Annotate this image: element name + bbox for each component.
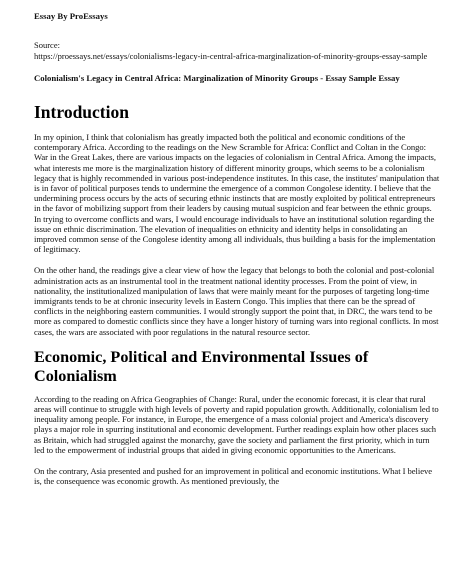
economic-paragraph-1: According to the reading on Africa Geographies of Change: Rural, under the economic forecast, it is clear that rural areas will continue to struggle with high levels of poverty and rapid population growth. Additionally, colonialism led to inequality among people. For instance, in Europe, the emergence of a mass colonial project and America's discovery plays a major role in spurring institutional and economic development. Further readings explain how other places such as Britain, which had struggled against the monarchy, gave the society and parliament the first priority, which in turn led to the empowerment of industrial groups that aided in giving economic opportunities to the Americans. [34, 393, 439, 455]
economic-issues-heading: Economic, Political and Environmental Issues of Colonialism [34, 347, 369, 385]
introduction-paragraph-2: On the other hand, the readings give a clear view of how the legacy that belongs to both the colonial and post-colonial administration acts as an instrumental tool in the treatment national identity processes. From the point of view, in nationality, the institutionalized manipulation of laws that were mainly meant for the purposes of targeting long-time immigrants tends to be at chronic insecurity levels in Eastern Congo. This implies that there can be the spread of conflicts in the neighboring eastern communities. I would strongly support the point that, in DRC, the wars tend to be more as compared to domestic conflicts since they have a longer history of turning wars into regional conflicts. In most cases, the wars are associated with poor regulations in the natural resource sector. [34, 265, 439, 337]
source-link[interactable]: https://proessays.net/essays/colonialisms-legacy-in-central-africa-marginalization-of-minority-groups-essay-sample [34, 50, 428, 61]
introduction-heading: Introduction [34, 102, 129, 122]
introduction-paragraph-1: In my opinion, I think that colonialism has greatly impacted both the political and economic conditions of the contemporary Africa. According to the readings on the New Scramble for Africa: Conflict and Coltan in the Congo: War in the Great Lakes, there are various impacts on the legacies of colonialism in Central Africa. Among the impacts, what interests me more is the marginalization history of different minority groups, which seems to be a colonialism legacy that is highly recommended in various post-independence institutes. In this case, the institutes' manipulation that is in favor of political purposes tends to undermine the emergence of a common Congolese identity. I believe that the undermining process occurs by the acts of securing ethnic instincts that are mostly exploited by political entrepreneurs in the favor of mobilizing support from their leaders by causing mutual suspicion and fear between the ethnic groups. In trying to overcome conflicts and wars, I would encourage individuals to have an institutional solution regarding the issue on ethnic discrimination. The elevation of inequalities on ethnicity and identity helps in consolidating an improved common sense of the Congolese identity among all individuals, thus building a basis for the implementation of legitimacy. [34, 132, 440, 255]
source-label: Source: [34, 40, 60, 50]
brand-name: Essay By ProEssays [34, 11, 108, 21]
document-title: Colonialism's Legacy in Central Africa: Marginalization of Minority Groups - Essay Sample Essay [34, 73, 400, 83]
economic-paragraph-2: On the contrary, Asia presented and pushed for an improvement in political and economic institutions. What I believe is, the consequence was economic growth. As mentioned previously, the [34, 466, 432, 487]
